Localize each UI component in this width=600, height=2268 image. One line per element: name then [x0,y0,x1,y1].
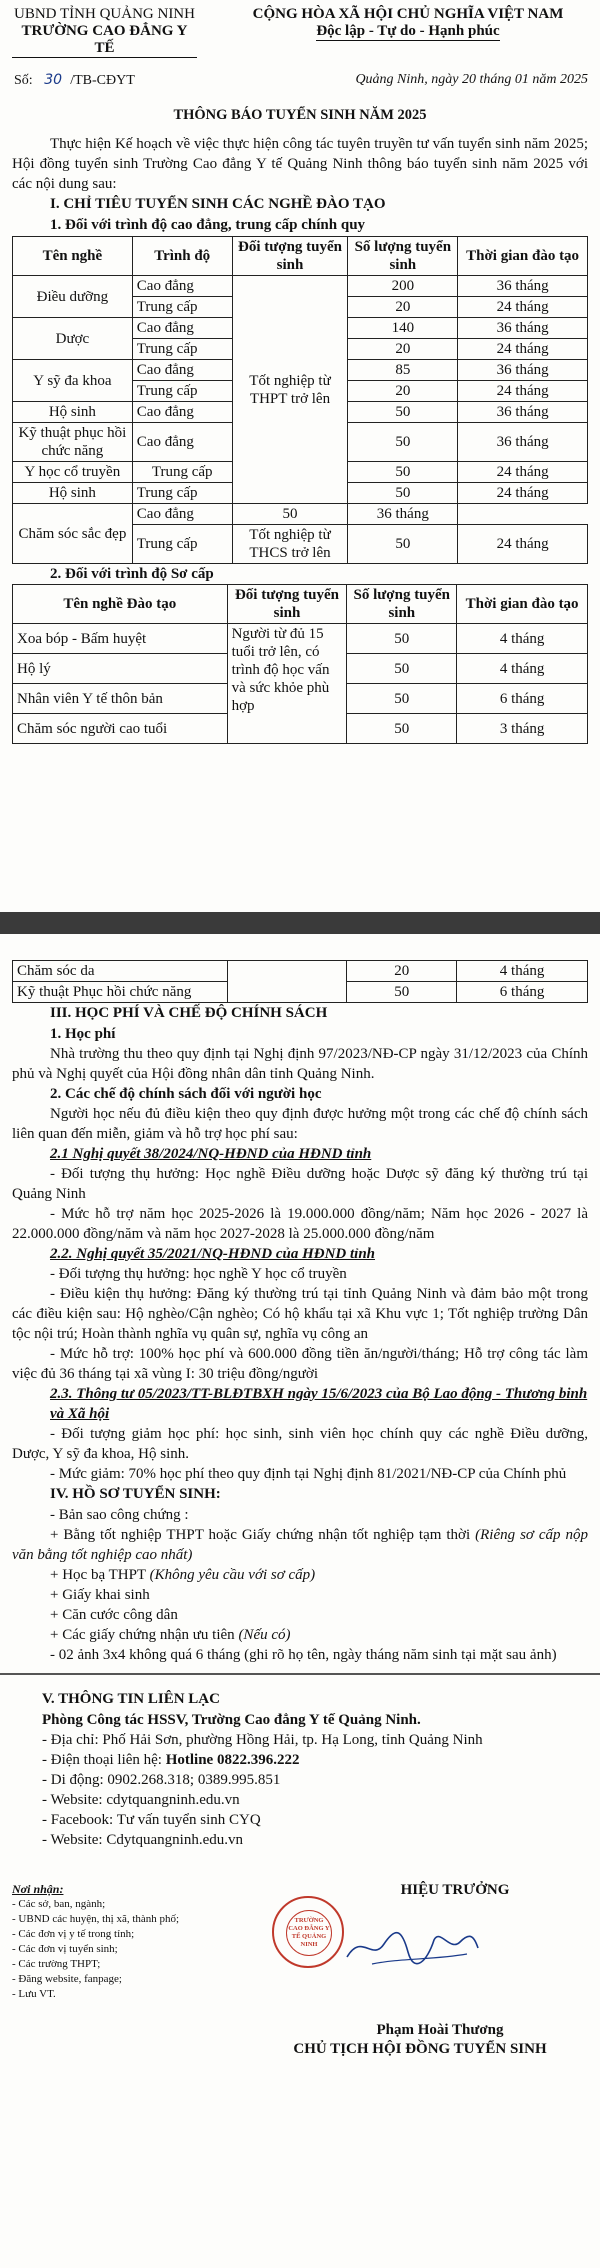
policy-2-3-title: 2.3. Thông tư 05/2023/TT-BLĐTBXH ngày 15/6/2023 của Bộ Lao động - Thương binh và Xã hội [50,1386,588,1422]
contact-mobile: - Di động: 0902.268.318; 0389.995.851 [42,1772,281,1788]
table-row: Nhân viên Y tế thôn bản 50 6 tháng [13,684,588,714]
dossier-item: + Các giấy chứng nhận ưu tiên (Nếu có) [50,1627,291,1643]
table-row: Chăm sóc sắc đẹp Cao đẳng 50 36 tháng [13,504,588,525]
enrollment-table-elementary-continued [12,960,588,1003]
recipient-item: - Đăng website, fanpage; [12,1973,122,1985]
table-row: Kỹ thuật Phục hồi chức năng 50 6 tháng [13,982,588,1003]
signature-block [12,1882,588,2092]
table-row: Chăm sóc người cao tuổi 50 3 tháng [13,714,588,744]
national-motto: Độc lập - Tự do - Hạnh phúc [316,23,500,39]
table-row: Y học cổ truyền Trung cấp 50 24 tháng [13,462,588,483]
table-row: Trung cấp Tốt nghiệp từ THCS trở lên 50 24 tháng [13,525,588,564]
column-header: Trình độ [132,237,232,276]
dossier-item: - 02 ảnh 3x4 không quá 6 tháng (ghi rõ họ tên, ngày tháng năm sinh tại mặt sau ảnh) [50,1647,557,1663]
dossier-item: + Căn cước công dân [50,1607,178,1623]
table-row: Kỹ thuật phục hồi chức năng Cao đẳng 50 36 tháng [13,423,588,462]
profession-cell: Y học cổ truyền [13,462,133,483]
table-row: Chăm sóc da 20 4 tháng [13,961,588,982]
profession-cell: Hộ sinh [13,483,133,504]
table-row: Hộ lý 50 4 tháng [13,654,588,684]
target-thcs-cell: Tốt nghiệp từ THCS trở lên [232,525,348,564]
fee-text: Nhà trường thu theo quy định tại Nghị định 97/2023/NĐ-CP ngày 31/12/2023 của Chính phủ và Nghị quyết của Hội đồng nhân dân tỉnh Quảng Ninh. [12,1046,588,1082]
table-header-row [13,237,588,276]
contact-phone: - Điện thoại liên hệ: Hotline 0822.396.222 [42,1752,300,1768]
section-5-title: V. THÔNG TIN LIÊN LẠC [42,1691,220,1707]
table-header-row [13,585,588,624]
dossier-item: - Bản sao công chứng : [50,1507,189,1523]
policy-2-1-title: 2.1 Nghị quyết 38/2024/NQ-HĐND của HĐND tỉnh [50,1146,372,1162]
column-header: Tên nghề Đào tạo [13,585,228,624]
enrollment-table-college [12,236,588,564]
recipient-item: - Các sở, ban, ngành; [12,1898,106,1910]
national-heading [228,6,588,58]
document-meta [12,72,588,89]
profession-cell: Hộ sinh [13,402,133,423]
issuing-authority [12,6,197,58]
column-header: Đối tượng tuyển sinh [227,585,347,624]
policy-2-2-condition: - Điều kiện thụ hưởng: Đăng ký thường trú tại tỉnh Quảng Ninh và đảm bảo một trong các điều kiện sau: Hộ nghèo/Cận nghèo; Có hộ khẩu tại xã Khu vực 1; Tốt nghiệp trường Dân tộc nội trú; Hoàn thành nghĩa vụ quân sự, nghĩa vụ công an [12,1286,588,1342]
policy-2-3-target: - Đối tượng giảm học phí: học sinh, sinh viên học chính quy các nghề Điều dưỡng, Dược, Y sỹ đa khoa, Hộ sinh. [12,1426,588,1462]
contact-office: Phòng Công tác HSSV, Trường Cao đẳng Y tế Quảng Ninh. [42,1712,421,1728]
column-header: Tên nghề [13,237,133,276]
official-seal [272,1896,344,1968]
profession-cell: Điều dưỡng [13,276,133,318]
target-thpt-cell: Tốt nghiệp từ THPT trở lên [232,276,348,504]
table-row: Trung cấp 20 24 tháng [13,297,588,318]
policy-2-1-target: - Đối tượng thụ hưởng: Học nghề Điều dưỡng hoặc Dược sỹ đăng ký thường trú tại Quảng Ninh [12,1166,588,1202]
policy-title: 2. Các chế độ chính sách đối với người học [50,1086,322,1102]
contact-website-link[interactable]: - Website: cdytquangninh.edu.vn [42,1792,240,1808]
signer-position: HIỆU TRƯỞNG [400,1882,510,1898]
recipient-item: - Các đơn vị tuyển sinh; [12,1943,118,1955]
dossier-item: + Học bạ THPT (Không yêu cầu với sơ cấp) [50,1567,316,1583]
intro-paragraph: Thực hiện Kế hoạch về việc thực hiện công tác tuyên truyền tư vấn tuyển sinh năm 2025; Hội đồng tuyển sinh Trường Cao đẳng Y tế Quảng Ninh thông báo tuyển sinh năm 2025 với các nội dung sau: [12,136,588,192]
column-header: Thời gian đào tạo [457,585,588,624]
policy-2-1-amount: - Mức hỗ trợ năm học 2025-2026 là 19.000.000 đồng/năm; Năm học 2026 - 2027 là 22.000.000 đồng/năm và năm học 2027-2028 là 25.000.000 đồng/năm [12,1206,588,1242]
section-4-title: IV. HỒ SƠ TUYỂN SINH: [50,1486,221,1502]
recipients-list [12,1882,242,2002]
page-title: THÔNG BÁO TUYỂN SINH NĂM 2025 [173,107,427,123]
column-header: Số lượng tuyển sinh [347,585,457,624]
recipient-item: - UBND các huyện, thị xã, thành phố; [12,1913,180,1925]
table-row: Điều dưỡng Cao đẳng Tốt nghiệp từ THPT trở lên 200 36 tháng [13,276,588,297]
table-row: Trung cấp 20 24 tháng [13,339,588,360]
table-row: Y sỹ đa khoa Cao đẳng 85 36 tháng [13,360,588,381]
country-name: CỘNG HÒA XÃ HỘI CHỦ NGHĨA VIỆT NAM [252,6,564,22]
recipient-item: - Lưu VT. [12,1988,56,2000]
handwritten-signature [342,1922,482,1972]
dossier-item: + Bằng tốt nghiệp THPT hoặc Giấy chứng nhận tốt nghiệp tạm thời (Riêng sơ cấp nộp văn bằng tốt nghiệp cao nhất) [12,1527,588,1563]
school-name: TRƯỜNG CAO ĐẲNG Y TẾ [12,23,197,58]
policy-2-3-amount: - Mức giảm: 70% học phí theo quy định tại Nghị định 81/2021/NĐ-CP của Chính phủ [50,1466,567,1482]
document-header [12,6,588,58]
document-number: Số: 30 /TB-CĐYT [14,72,135,88]
table-row: Dược Cao đẳng 140 36 tháng [13,318,588,339]
column-header: Thời gian đào tạo [458,237,588,276]
column-header: Đối tượng tuyển sinh [232,237,348,276]
policy-2-2-target: - Đối tượng thụ hưởng: học nghề Y học cổ truyền [50,1266,347,1282]
column-header: Số lượng tuyển sinh [348,237,458,276]
authority-name: UBND TỈNH QUẢNG NINH [14,6,195,22]
contact-facebook-link[interactable]: - Facebook: Tư vấn tuyển sinh CYQ [42,1812,261,1828]
table-row: Hộ sinh Cao đẳng 50 36 tháng [13,402,588,423]
document-date: Quảng Ninh, ngày 20 tháng 01 năm 2025 [355,72,588,87]
policy-intro: Người học nếu đủ điều kiện theo quy định được hưởng một trong các chế độ chính sách liên quan đến miễn, giảm và hỗ trợ học phí sau: [12,1106,588,1142]
signer-role: CHỦ TỊCH HỘI ĐỒNG TUYỂN SINH [293,2041,547,2057]
section-1-sub-1: 1. Đối với trình độ cao đẳng, trung cấp chính quy [50,217,366,233]
table-row: Xoa bóp - Bấm huyệt Người từ đủ 15 tuổi trở lên, có trình độ học vấn và sức khỏe phù hợp 50 4 tháng [13,624,588,654]
recipient-item: - Các đơn vị y tế trong tỉnh; [12,1928,135,1940]
profession-cell: Chăm sóc sắc đẹp [13,504,133,564]
profession-cell: Y sỹ đa khoa [13,360,133,402]
section-1-sub-2: 2. Đối với trình độ Sơ cấp [50,566,214,582]
profession-cell: Dược [13,318,133,360]
table-row: Hộ sinh Trung cấp 50 24 tháng [13,483,588,504]
document-page-2 [0,934,600,2268]
contact-address: - Địa chỉ: Phố Hải Sơn, phường Hồng Hải, tp. Hạ Long, tỉnh Quảng Ninh [42,1732,483,1748]
section-3-title: III. HỌC PHÍ VÀ CHẾ ĐỘ CHÍNH SÁCH [50,1005,328,1021]
policy-2-2-title: 2.2. Nghị quyết 35/2021/NQ-HĐND của HĐND tỉnh [50,1246,376,1262]
profession-cell: Kỹ thuật phục hồi chức năng [13,423,133,462]
fee-title: 1. Học phí [50,1026,116,1042]
seal-text: TRƯỜNG CAO ĐẲNG Y TẾ QUẢNG NINH [286,1910,332,1956]
target-age-cell: Người từ đủ 15 tuổi trở lên, có trình độ học vấn và sức khỏe phù hợp [227,624,347,744]
recipients-label: Nơi nhận: [12,1882,64,1896]
policy-2-2-amount: - Mức hỗ trợ: 100% học phí và 600.000 đồng tiền ăn/người/tháng; Hỗ trợ công tác làm việc đủ 36 tháng tại xã vùng I: 30 triệu đồng/người [12,1346,588,1382]
page-divider [0,1673,600,1675]
section-1-title: I. CHỈ TIÊU TUYỂN SINH CÁC NGHỀ ĐÀO TẠO [50,196,386,212]
contact-website-link-2[interactable]: - Website: Cdytquangninh.edu.vn [42,1832,243,1848]
signer-details [252,2022,588,2058]
signer-name: Phạm Hoài Thương [376,2022,504,2038]
enrollment-table-elementary [12,584,588,744]
recipient-item: - Các trường THPT; [12,1958,101,1970]
table-row: Trung cấp 20 24 tháng [13,381,588,402]
dossier-item: + Giấy khai sinh [50,1587,150,1603]
document-page-1 [0,0,600,912]
